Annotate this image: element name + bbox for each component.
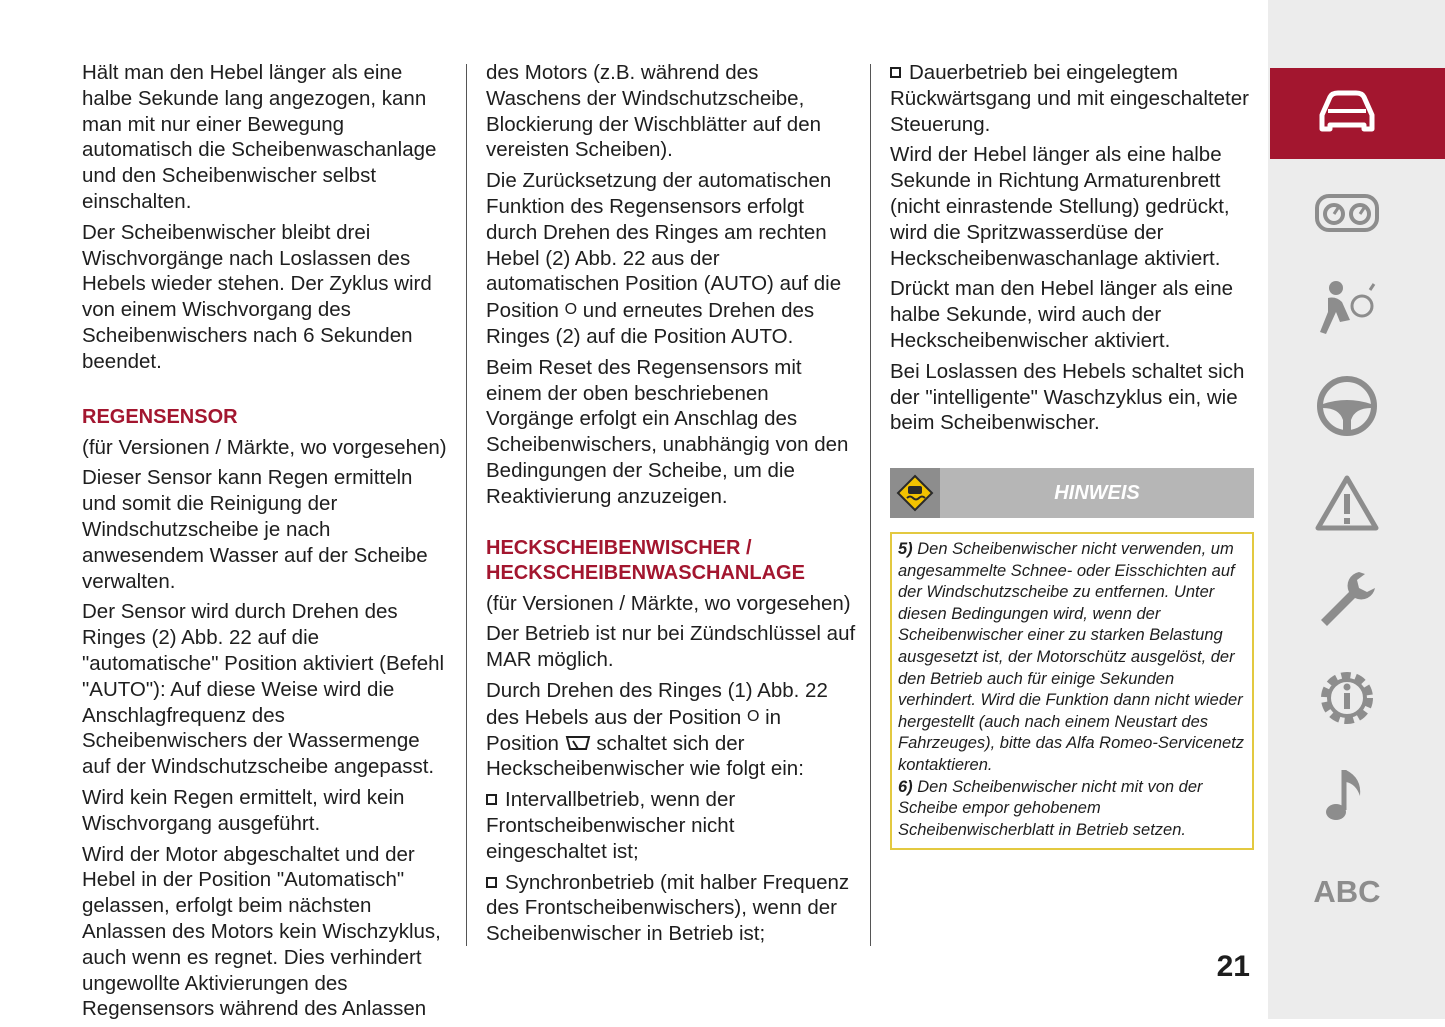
bullet-item: [486, 787, 856, 864]
position-o-symbol: O: [746, 707, 760, 725]
paragraph: (für Versionen / Märkte, wo vorgesehen): [82, 435, 447, 459]
paragraph: Der Betrieb ist nur bei Zündschlüssel auf MAR möglich.: [486, 622, 856, 672]
heading-line: HECKSCHEIBENWASCHANLAGE: [486, 561, 805, 584]
note-text: Den Scheibenwischer nicht mit von der Scheibe empor gehobenem Scheibenwischerblatt in Betrieb setzen.: [898, 777, 1203, 839]
paragraph: Der Scheibenwischer bleibt drei Wischvorgänge nach Loslassen des Hebels wieder stehen. Der Zyklus wird von einem Wischvorgang des Scheibenwischers nach 6 Sekunden beendet.: [82, 220, 432, 373]
paragraph-text: Die Zurücksetzung der automatischen Funktion des Regensensors erfolgt durch Drehen des Ringes am rechten Hebel (2) Abb. 22 aus der automatischen Position (AUTO) auf die Position: [486, 169, 842, 323]
checkbox-bullet-icon: [890, 67, 901, 78]
paragraph-text: Durch Drehen des Ringes (1) Abb. 22 des Hebels aus der Position: [486, 678, 828, 729]
warning-triangle-icon[interactable]: [1310, 473, 1384, 533]
abc-index-tab[interactable]: ABC: [1313, 874, 1381, 909]
note-5: [898, 539, 1246, 777]
paragraph: (für Versionen / Märkte, wo vorgesehen): [486, 591, 851, 615]
paragraph: Der Sensor wird durch Drehen des Ringes (2) Abb. 22 auf die "automatische" Position aktiviert (Befehl "AUTO"): Auf diese Weise wird die Anschlagfrequenz des Scheibenwischers der Wassermenge auf der Windschutzscheibe angepasst.: [82, 600, 445, 779]
wrench-icon[interactable]: [1310, 570, 1384, 630]
rear-wiper-icon: [565, 735, 591, 753]
checkbox-bullet-icon: [486, 794, 497, 805]
info-gear-icon[interactable]: [1310, 668, 1384, 728]
music-note-icon[interactable]: [1310, 766, 1384, 826]
paragraph: [486, 678, 856, 782]
paragraph-text: und erneutes Drehen des Ringes (2) auf die Position AUTO.: [486, 299, 815, 348]
airbag-icon[interactable]: [1310, 278, 1384, 338]
position-o-symbol: O: [564, 301, 578, 319]
bullet-item: [890, 60, 1255, 137]
column-divider: [870, 64, 871, 946]
paragraph: Wird der Motor abgeschaltet und der Hebel in der Position "Automatisch" gelassen, erfolgt beim nächsten Anlassen des Motors kein Wischzyklus, auch wenn es regnet. Dies verhindert ungewollte Aktivierungen des Regensensors während des Anlassen: [82, 842, 441, 1021]
paragraph-text: in Position: [486, 705, 782, 755]
checkbox-bullet-icon: [486, 877, 497, 888]
hinweis-title: HINWEIS: [1054, 482, 1140, 504]
paragraph: Dieser Sensor kann Regen ermitteln und somit die Reinigung der Windschutzscheibe je nach anwesendem Wasser auf der Scheibe verwalten.: [82, 466, 428, 593]
bullet-text: Dauerbetrieb bei eingelegtem Rückwärtsgang und mit eingeschalteter Steuerung.: [890, 61, 1249, 136]
text-column-2: [486, 60, 856, 952]
note-text: Den Scheibenwischer nicht verwenden, um angesammelte Schnee- oder Eisschichten auf der Windschutzscheibe zu entfernen. Unter diesen Bedingungen wird, wenn der Scheibenwischer einer zu starken Belastung ausgesetzt ist, der Motorschütz ausgelöst, der den Betrieb auch für einige Sekunden verhindert. Wird die Funktion dann nicht wieder hergestellt (auch nach einem Neustart des Fahrzeuges), bitte das Alfa Romeo-Servicenetz kontaktieren.: [898, 540, 1245, 774]
bullet-text: Synchronbetrieb (mit halber Frequenz des Frontscheibenwischers), wenn der Scheibenwischer in Betrieb ist;: [486, 870, 850, 946]
bullet-item: [486, 870, 856, 947]
section-heading-regensensor: REGENSENSOR: [82, 405, 238, 428]
slippery-road-warning-icon: [890, 468, 940, 518]
note-number: 5): [898, 540, 913, 558]
page-number: 21: [1216, 950, 1250, 983]
hinweis-note-box: [890, 532, 1254, 850]
paragraph: Beim Reset des Regensensors mit einem der oben beschriebenen Vorgänge erfolgt ein Anschlag des Scheibenwischers, unabhängig von den Bedingungen der Scheibe, um die Reaktivierung anzuzeigen.: [486, 355, 849, 508]
paragraph: des Motors (z.B. während des Waschens der Windschutzscheibe, Blockierung der Wischblätter auf den vereisten Scheiben).: [486, 61, 822, 162]
paragraph: Wird der Hebel länger als eine halbe Sekunde in Richtung Armaturenbrett (nicht einrastende Stellung) gedrückt, wird die Spritzwasserdüse der Heckscheibenwaschanlage aktiviert.: [890, 143, 1230, 270]
steering-wheel-icon[interactable]: [1310, 376, 1384, 436]
text-column-1: [82, 60, 452, 1027]
dashboard-gauges-icon[interactable]: [1310, 183, 1384, 243]
hinweis-banner: [890, 468, 1254, 518]
car-icon[interactable]: [1310, 83, 1384, 143]
text-column-3: [890, 60, 1255, 441]
section-heading-heckscheibenwischer: [486, 536, 856, 586]
paragraph: Hält man den Hebel länger als eine halbe Sekunde lang angezogen, kann man mit nur einer Bewegung automatisch die Scheibenwaschanlage und den Scheibenwischer selbst einschalten.: [82, 61, 437, 213]
note-6: [898, 777, 1246, 842]
heading-line: HECKSCHEIBENWISCHER /: [486, 536, 752, 559]
note-number: 6): [898, 777, 913, 796]
paragraph: Bei Loslassen des Hebels schaltet sich der "intelligente" Waschzyklus ein, wie beim Scheibenwischer.: [890, 359, 1245, 435]
bullet-text: Intervallbetrieb, wenn der Frontscheibenwischer nicht eingeschaltet ist;: [486, 788, 736, 863]
paragraph: Drückt man den Hebel länger als eine halbe Sekunde, wird auch der Heckscheibenwischer aktiviert.: [890, 277, 1233, 352]
paragraph-text: schaltet sich der Heckscheibenwischer wie folgt ein:: [486, 731, 804, 781]
paragraph: Wird kein Regen ermittelt, wird kein Wischvorgang ausgeführt.: [82, 785, 405, 835]
paragraph: [486, 168, 856, 350]
column-divider: [466, 64, 467, 946]
